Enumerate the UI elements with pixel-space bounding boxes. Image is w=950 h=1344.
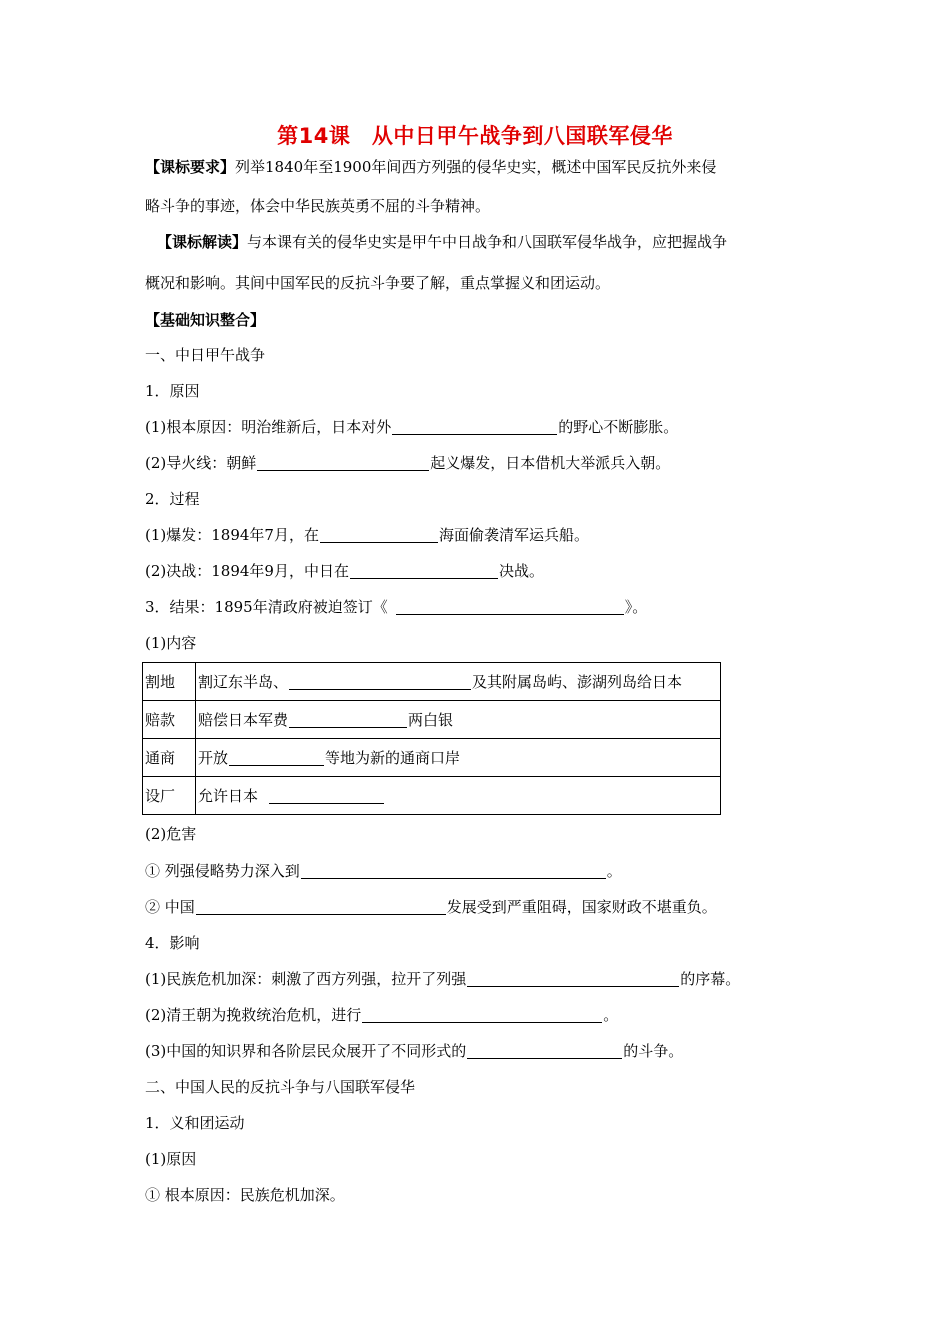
part2-sub1: 1．义和团运动 — [145, 1114, 245, 1132]
cell-text-post: 等地为新的通商口岸 — [325, 749, 461, 767]
blank-field[interactable] — [362, 1006, 602, 1023]
blank-field[interactable] — [467, 1042, 622, 1059]
process-item-2-pre: (2)决战：1894年9月，中日在 — [145, 562, 349, 580]
blank-field[interactable] — [289, 673, 471, 690]
cause-item-2-post: 起义爆发，日本借机大举派兵入朝。 — [430, 454, 671, 472]
blank-field[interactable] — [257, 454, 429, 471]
blank-field[interactable] — [196, 898, 446, 915]
influence-item-1-post: 的序幕。 — [680, 970, 741, 988]
blank-field[interactable] — [350, 562, 498, 579]
requirement-text-1: 列举1840年至1900年间西方列强的侵华史实，概述中国军民反抗外来侵 — [235, 158, 717, 176]
cause-item-2-pre: (2)导火线：朝鲜 — [145, 454, 257, 472]
part2-heading: 二、中国人民的反抗斗争与八国联军侵华 — [145, 1078, 416, 1096]
cell-text-pre: 割辽东半岛、 — [198, 673, 289, 691]
interpretation-text-1: 与本课有关的侵华史实是甲午中日战争和八国联军侵华战争，应把握战争 — [247, 233, 728, 251]
interpretation-line-1 — [157, 231, 727, 252]
harm-item-2-pre: ② 中国 — [145, 898, 195, 916]
process-item-1-pre: (1)爆发：1894年7月，在 — [145, 526, 319, 544]
lesson-title: 第14课 从中日甲午战争到八国联军侵华 — [277, 124, 673, 148]
cause-item-1-pre: (1)根本原因：明治维新后，日本对外 — [145, 418, 392, 436]
blank-field[interactable] — [229, 749, 324, 766]
requirement-line-1 — [145, 156, 716, 177]
influence-item-2-post: 。 — [603, 1006, 619, 1024]
part2-sub1-cause: (1)原因 — [145, 1150, 197, 1168]
cell-text-pre: 开放 — [198, 749, 229, 767]
table-value-cell — [196, 663, 721, 701]
requirement-line-2: 略斗争的事迹，体会中华民族英勇不屈的斗争精神。 — [145, 197, 491, 215]
requirement-label: 【课标要求】 — [145, 158, 236, 176]
table-row — [143, 739, 721, 777]
harm-item-1 — [145, 860, 622, 881]
table-key-cell: 赔款 — [143, 701, 196, 739]
result-heading-post: 》。 — [624, 598, 648, 616]
cause-item-1-post: 的野心不断膨胀。 — [558, 418, 679, 436]
process-item-1-post: 海面偷袭清军运兵船。 — [438, 526, 589, 544]
section-heading: 【基础知识整合】 — [145, 311, 266, 329]
influence-item-1-pre: (1)民族危机加深：刺激了西方列强，拉开了列强 — [145, 970, 467, 988]
process-item-2 — [145, 560, 544, 581]
influence-item-2 — [145, 1004, 618, 1025]
blank-field[interactable] — [467, 970, 679, 987]
table-row — [143, 701, 721, 739]
table-row — [143, 777, 721, 815]
table-row — [143, 663, 721, 701]
influence-item-3-pre: (3)中国的知识界和各阶层民众展开了不同形式的 — [145, 1042, 467, 1060]
harm-item-1-pre: ① 列强侵略势力深入到 — [145, 862, 300, 880]
cell-text-post: 两白银 — [408, 711, 454, 729]
table-value-cell — [196, 777, 721, 815]
harm-item-2-post: 发展受到严重阻碍，国家财政不堪重负。 — [446, 898, 717, 916]
interpretation-label: 【课标解读】 — [157, 233, 248, 251]
cell-text-pre: 允许日本 — [198, 787, 263, 805]
blank-field[interactable] — [320, 526, 438, 543]
table-key-cell: 割地 — [143, 663, 196, 701]
cell-text-post: 及其附属岛屿、澎湖列岛给日本 — [472, 673, 683, 691]
influence-item-2-pre: (2)清王朝为挽救统治危机，进行 — [145, 1006, 362, 1024]
content-label: (1)内容 — [145, 634, 197, 652]
table-key-cell: 通商 — [143, 739, 196, 777]
cause-item-2 — [145, 452, 670, 473]
blank-field[interactable] — [392, 418, 557, 435]
influence-heading: 4．影响 — [145, 934, 200, 952]
part2-sub1-cause-1: ① 根本原因：民族危机加深。 — [145, 1186, 345, 1204]
cell-text-pre: 赔偿日本军费 — [198, 711, 289, 729]
harm-item-1-post: 。 — [606, 862, 622, 880]
blank-field[interactable] — [301, 862, 606, 879]
influence-item-3-post: 的斗争。 — [623, 1042, 684, 1060]
cause-heading: 1．原因 — [145, 382, 200, 400]
blank-field[interactable] — [396, 598, 624, 615]
harm-label: (2)危害 — [145, 825, 197, 843]
result-heading-pre: 3．结果：1895年清政府被迫签订《 — [145, 598, 388, 616]
influence-item-3 — [145, 1040, 683, 1061]
blank-field[interactable] — [269, 787, 384, 804]
cause-item-1 — [145, 416, 678, 437]
influence-item-1 — [145, 968, 740, 989]
result-heading — [145, 596, 647, 617]
treaty-content-table — [142, 662, 721, 815]
process-item-2-post: 决战。 — [498, 562, 544, 580]
table-value-cell — [196, 701, 721, 739]
process-item-1 — [145, 524, 589, 545]
part1-heading: 一、中日甲午战争 — [145, 346, 266, 364]
process-heading: 2．过程 — [145, 490, 200, 508]
interpretation-line-2: 概况和影响。其间中国军民的反抗斗争要了解，重点掌握义和团运动。 — [145, 274, 611, 292]
table-key-cell: 设厂 — [143, 777, 196, 815]
blank-field[interactable] — [289, 711, 407, 728]
table-value-cell — [196, 739, 721, 777]
harm-item-2 — [145, 896, 717, 917]
